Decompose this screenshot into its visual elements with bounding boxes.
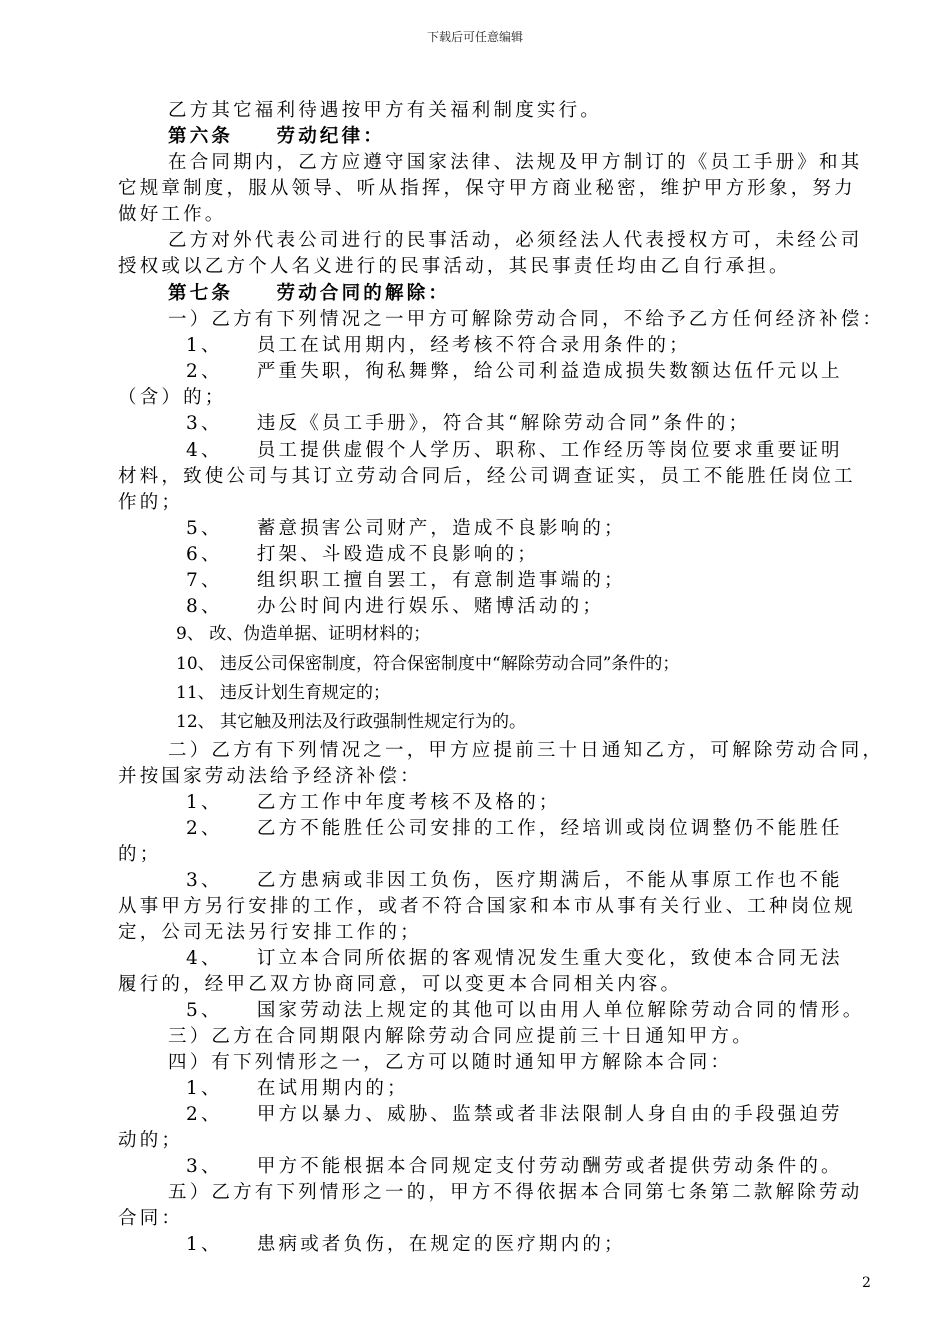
text-line: 2、 乙方不能胜任公司安排的工作，经培训或岗位调整仍不能胜任 xyxy=(186,818,843,839)
text-line: 4、 员工提供虚假个人学历、职称、工作经历等岗位要求重要证明 xyxy=(186,440,843,461)
text-line: 11、 违反计划生育规定的； xyxy=(176,683,391,703)
text-line: 9、 改、伪造单据、证明材料的； xyxy=(176,624,431,644)
text-line: 授权或以乙方个人名义进行的民事活动，其民事责任均由乙自行承担。 xyxy=(118,256,791,277)
text-line: 1、 员工在试用期内，经考核不符合录用条件的； xyxy=(186,335,691,356)
text-line: 作的； xyxy=(118,492,184,513)
text-line: 从事甲方另行安排的工作，或者不符合国家和本市从事有关行业、工种岗位规 xyxy=(118,896,856,917)
section-heading: 第七条 劳动合同的解除： xyxy=(168,283,451,304)
page-number: 2 xyxy=(862,1275,871,1291)
text-line: 在合同期内，乙方应遵守国家法律、法规及甲方制订的《员工手册》和其 xyxy=(168,152,863,173)
text-line: 8、 办公时间内进行娱乐、赌博活动的； xyxy=(186,596,605,617)
text-line: 3、 乙方患病或非因工负伤，医疗期满后，不能从事原工作也不能 xyxy=(186,870,843,891)
text-line: 乙方其它福利待遇按甲方有关福利制度实行。 xyxy=(168,100,603,121)
text-line: 1、 患病或者负伤，在规定的医疗期内的； xyxy=(186,1234,626,1255)
text-line: 乙方对外代表公司进行的民事活动，必须经法人代表授权方可，未经公司 xyxy=(168,230,863,251)
text-line: （含）的； xyxy=(118,387,227,408)
text-line: 5、 国家劳动法上规定的其他可以由用人单位解除劳动合同的情形。 xyxy=(186,1000,865,1021)
text-line: 3、 违反《员工手册》，符合其“解除劳动合同”条件的； xyxy=(186,413,751,434)
text-line: 一）乙方有下列情况之一甲方可解除劳动合同，不给予乙方任何经济补偿： xyxy=(168,309,885,330)
text-line: 做好工作。 xyxy=(118,204,227,225)
text-line: 二）乙方有下列情况之一，甲方应提前三十日通知乙方，可解除劳动合同， xyxy=(168,740,885,761)
text-line: 的； xyxy=(118,844,162,865)
text-line: 7、 组织职工擅自罢工，有意制造事端的； xyxy=(186,570,626,591)
text-line: 动的； xyxy=(118,1130,184,1151)
text-line: 定，公司无法另行安排工作的； xyxy=(118,922,422,943)
text-line: 2、 严重失职，徇私舞弊，给公司利益造成损失数额达伍仟元以上 xyxy=(186,361,843,382)
text-line: 12、 其它触及刑法及行政强制性规定行为的。 xyxy=(176,712,527,732)
section-heading: 第六条 劳动纪律： xyxy=(168,126,386,147)
text-line: 1、 在试用期内的； xyxy=(186,1078,409,1099)
text-line: 材料，致使公司与其订立劳动合同后，经公司调查证实，员工不能胜任岗位工 xyxy=(118,466,856,487)
text-line: 并按国家劳动法给予经济补偿： xyxy=(118,766,422,787)
text-line: 合同： xyxy=(118,1208,184,1229)
page-header: 下载后可任意编辑 xyxy=(426,30,523,44)
text-line: 1、 乙方工作中年度考核不及格的； xyxy=(186,792,561,813)
text-line: 10、 违反公司保密制度，符合保密制度中“解除劳动合同”条件的； xyxy=(176,654,680,674)
text-line: 三）乙方在合同期限内解除劳动合同应提前三十日通知甲方。 xyxy=(168,1026,754,1047)
text-line: 它规章制度，服从领导、听从指挥，保守甲方商业秘密，维护甲方形象，努力 xyxy=(118,178,856,199)
text-line: 5、 蓄意损害公司财产，造成不良影响的； xyxy=(186,518,626,539)
text-line: 4、 订立本合同所依据的客观情况发生重大变化，致使本合同无法 xyxy=(186,948,843,969)
text-line: 履行的，经甲乙双方协商同意，可以变更本合同相关内容。 xyxy=(118,974,683,995)
text-line: 6、 打架、斗殴造成不良影响的； xyxy=(186,544,539,565)
text-line: 四）有下列情形之一，乙方可以随时通知甲方解除本合同： xyxy=(168,1052,733,1073)
text-line: 3、 甲方不能根据本合同规定支付劳动酬劳或者提供劳动条件的。 xyxy=(186,1156,843,1177)
text-line: 五）乙方有下列情形之一的，甲方不得依据本合同第七条第二款解除劳动 xyxy=(168,1182,863,1203)
text-line: 2、 甲方以暴力、威胁、监禁或者非法限制人身自由的手段强迫劳 xyxy=(186,1104,843,1125)
